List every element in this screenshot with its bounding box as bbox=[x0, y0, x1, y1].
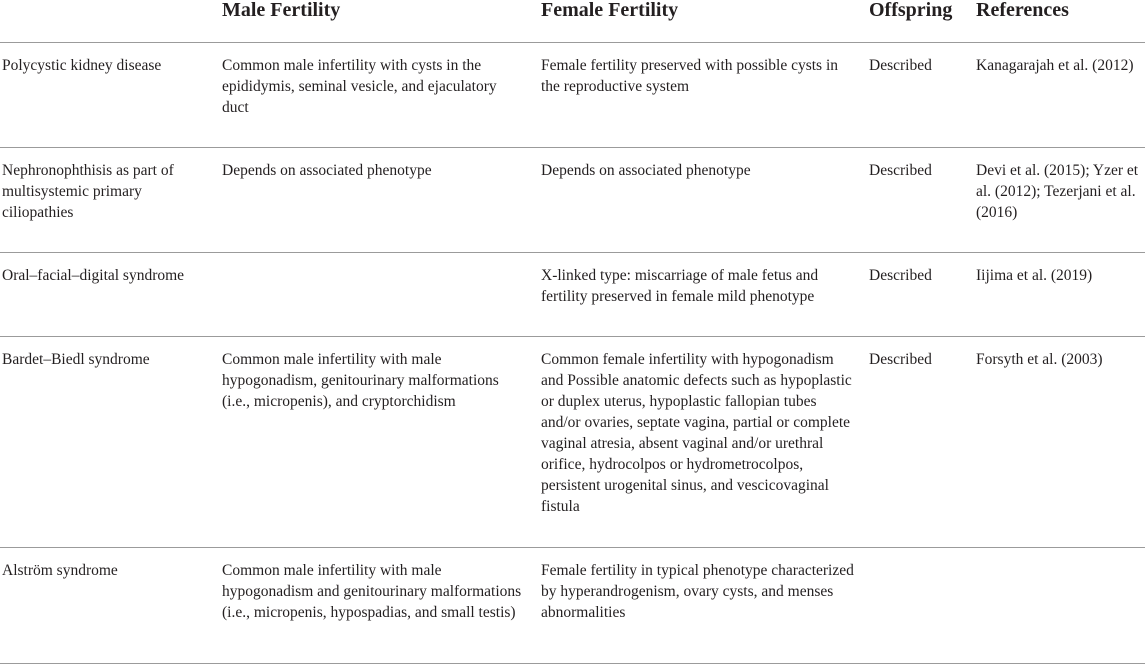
table-row bbox=[0, 42, 1145, 147]
male-fertility-cell: Common male infertility with cysts in the epididymis, seminal vesicle, and ejaculatory duct bbox=[221, 42, 540, 147]
offspring-cell: Described bbox=[868, 252, 975, 336]
condition-cell: Alström syndrome bbox=[0, 547, 221, 663]
offspring-cell: Described bbox=[868, 147, 975, 252]
references-cell: Iijima et al. (2019) bbox=[975, 252, 1145, 336]
offspring-cell: Described bbox=[868, 336, 975, 547]
table-row bbox=[0, 336, 1145, 547]
male-fertility-cell: Depends on associated phenotype bbox=[221, 147, 540, 252]
condition-cell: Polycystic kidney disease bbox=[0, 42, 221, 147]
references-cell: Kanagarajah et al. (2012) bbox=[975, 42, 1145, 147]
header-female-fertility: Female Fertility bbox=[540, 0, 868, 42]
header-references: References bbox=[975, 0, 1145, 42]
female-fertility-cell: Female fertility preserved with possible cysts in the reproductive system bbox=[540, 42, 868, 147]
references-cell bbox=[975, 547, 1145, 663]
header-row bbox=[0, 0, 1145, 42]
female-fertility-cell: X-linked type: miscarriage of male fetus and fertility preserved in female mild phenotype bbox=[540, 252, 868, 336]
condition-cell: Oral–facial–digital syndrome bbox=[0, 252, 221, 336]
condition-cell: Nephronophthisis as part of multisystemic primary ciliopathies bbox=[0, 147, 221, 252]
offspring-cell bbox=[868, 547, 975, 663]
table-row bbox=[0, 547, 1145, 663]
male-fertility-cell: Common male infertility with male hypogonadism, genitourinary malformations (i.e., micropenis), and cryptorchidism bbox=[221, 336, 540, 547]
offspring-cell: Described bbox=[868, 42, 975, 147]
table-row bbox=[0, 147, 1145, 252]
references-cell: Devi et al. (2015); Yzer et al. (2012); Tezerjani et al. (2016) bbox=[975, 147, 1145, 252]
table-header bbox=[0, 0, 1145, 42]
condition-cell: Bardet–Biedl syndrome bbox=[0, 336, 221, 547]
female-fertility-cell: Female fertility in typical phenotype characterized by hyperandrogenism, ovary cysts, and menses abnormalities bbox=[540, 547, 868, 663]
female-fertility-cell: Depends on associated phenotype bbox=[540, 147, 868, 252]
table-body bbox=[0, 42, 1145, 663]
male-fertility-cell: Common male infertility with male hypogonadism and genitourinary malformations (i.e., micropenis, hypospadias, and small testis) bbox=[221, 547, 540, 663]
table-row bbox=[0, 252, 1145, 336]
header-male-fertility: Male Fertility bbox=[221, 0, 540, 42]
female-fertility-cell: Common female infertility with hypogonadism and Possible anatomic defects such as hypoplastic or duplex uterus, hypoplastic fallopian tubes and/or ovaries, septate vagina, partial or complete vaginal atresia, absent vaginal and/or urethral orifice, hydrocolpos or hydrometrocolpos, persistent urogenital sinus, and vescicovaginal fistula bbox=[540, 336, 868, 547]
header-offspring: Offspring bbox=[868, 0, 975, 42]
header-condition bbox=[0, 0, 221, 42]
male-fertility-cell bbox=[221, 252, 540, 336]
references-cell: Forsyth et al. (2003) bbox=[975, 336, 1145, 547]
